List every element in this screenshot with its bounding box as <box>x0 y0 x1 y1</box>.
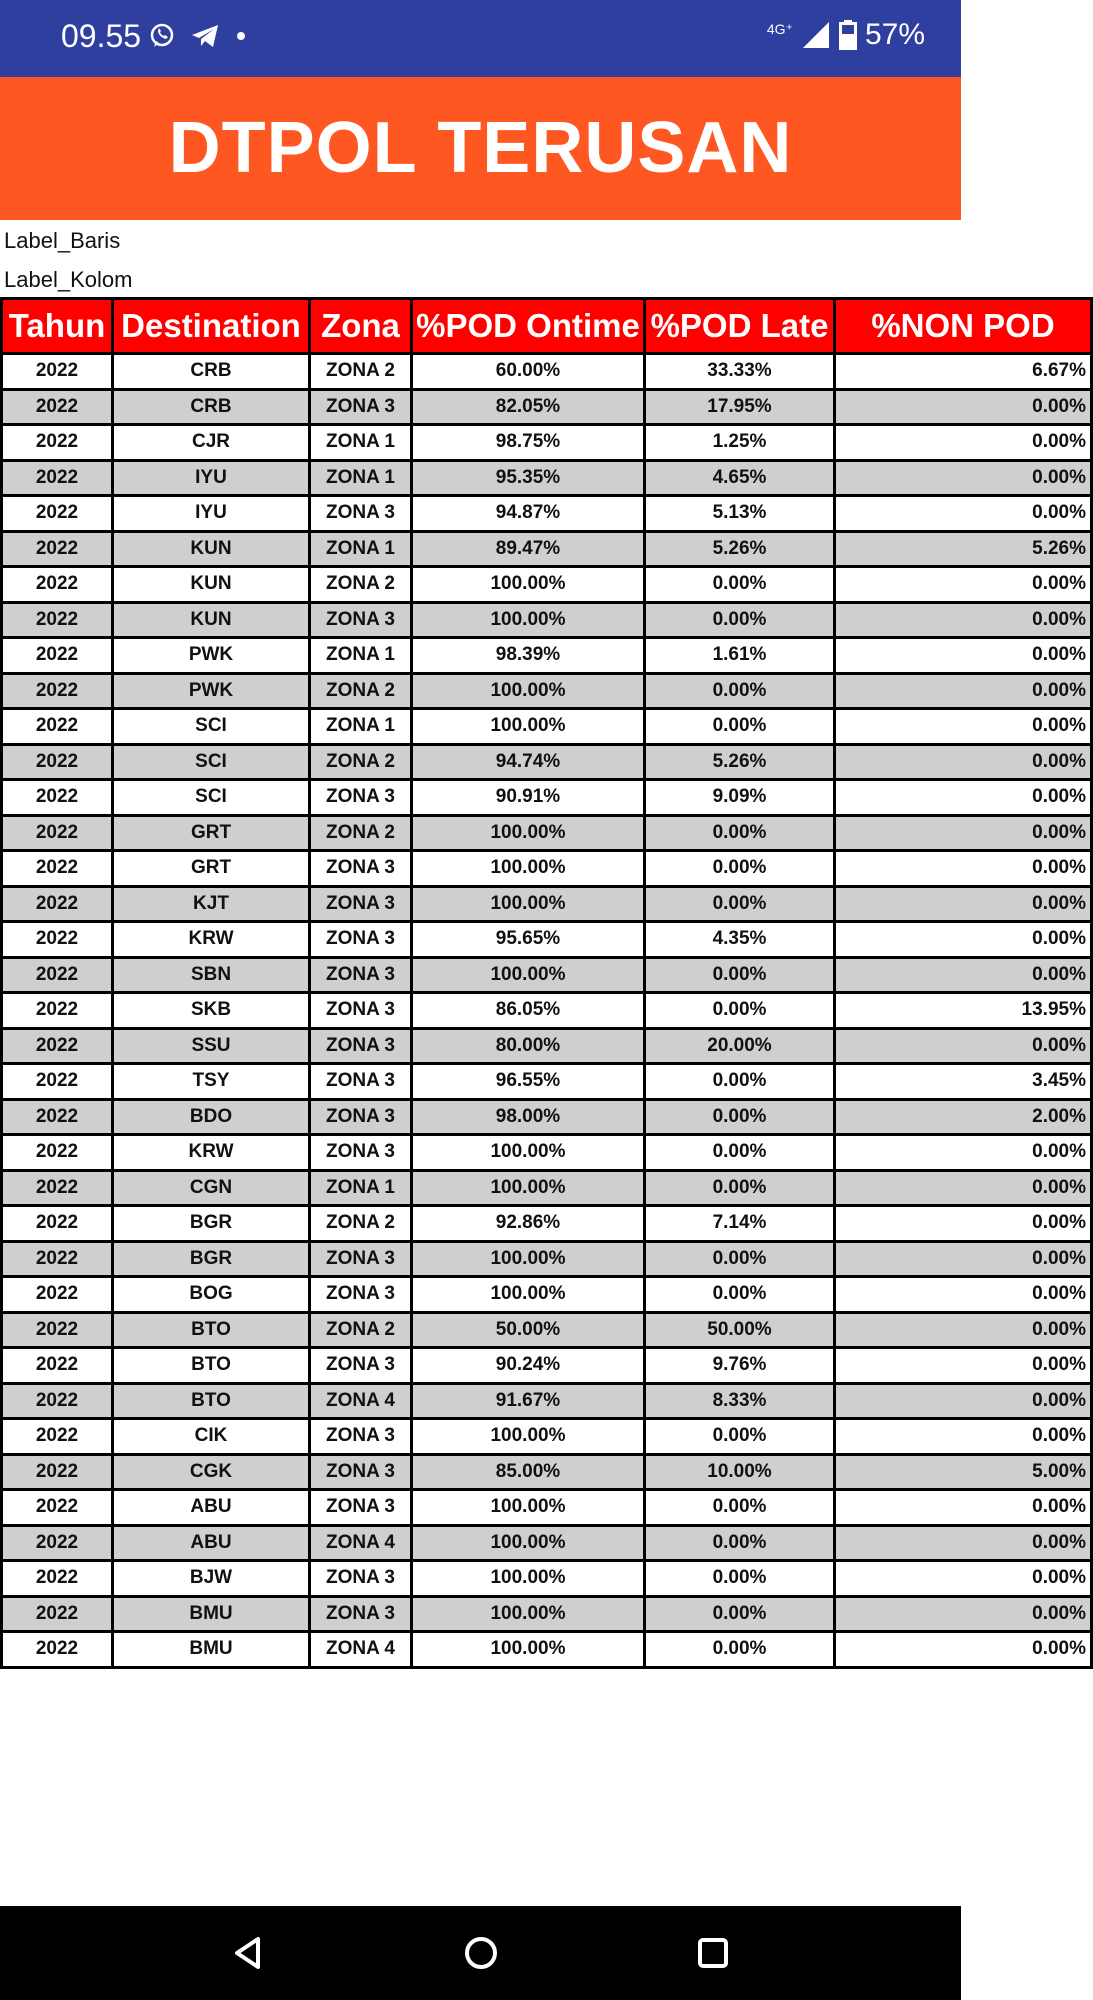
table-cell: SBN <box>113 957 310 993</box>
table-row <box>2 1383 1092 1419</box>
table-row <box>2 567 1092 603</box>
table-cell: ZONA 3 <box>310 886 412 922</box>
table-row <box>2 638 1092 674</box>
table-cell: 0.00% <box>835 780 1092 816</box>
table-cell: 5.26% <box>645 531 835 567</box>
table-cell: 0.00% <box>645 1632 835 1668</box>
battery-percent: 57% <box>864 18 925 51</box>
table-row <box>2 993 1092 1029</box>
table-cell: ZONA 3 <box>310 957 412 993</box>
table-cell: 5.26% <box>835 531 1092 567</box>
table-cell: 100.00% <box>412 709 645 745</box>
table-row <box>2 851 1092 887</box>
table-row <box>2 1632 1092 1668</box>
table-cell: 5.00% <box>835 1454 1092 1490</box>
table-row <box>2 1241 1092 1277</box>
table-cell: 100.00% <box>412 602 645 638</box>
table-row <box>2 1419 1092 1455</box>
table-cell: 2022 <box>2 1241 113 1277</box>
table-cell: 0.00% <box>645 1099 835 1135</box>
table-cell: 0.00% <box>835 1419 1092 1455</box>
table-row <box>2 389 1092 425</box>
table-cell: 20.00% <box>645 1028 835 1064</box>
table-cell: 9.09% <box>645 780 835 816</box>
table-cell: 2022 <box>2 886 113 922</box>
table-cell: 0.00% <box>835 1206 1092 1242</box>
table-cell: ZONA 3 <box>310 389 412 425</box>
column-header: Destination <box>113 299 310 354</box>
table-row <box>2 496 1092 532</box>
table-cell: 2022 <box>2 1525 113 1561</box>
table-cell: 86.05% <box>412 993 645 1029</box>
table-cell: 100.00% <box>412 673 645 709</box>
table-cell: ZONA 3 <box>310 1135 412 1171</box>
table-row <box>2 922 1092 958</box>
table-cell: KRW <box>113 922 310 958</box>
table-cell: 0.00% <box>835 851 1092 887</box>
column-header: %POD Ontime <box>412 299 645 354</box>
table-cell: ZONA 4 <box>310 1525 412 1561</box>
table-cell: SKB <box>113 993 310 1029</box>
table-cell: ZONA 3 <box>310 1454 412 1490</box>
table-cell: ZONA 4 <box>310 1632 412 1668</box>
table-cell: ZONA 3 <box>310 1348 412 1384</box>
column-header: Zona <box>310 299 412 354</box>
table-cell: 100.00% <box>412 1277 645 1313</box>
table-cell: BTO <box>113 1348 310 1384</box>
table-cell: 2022 <box>2 354 113 390</box>
table-cell: 0.00% <box>835 1348 1092 1384</box>
table-cell: 95.35% <box>412 460 645 496</box>
table-cell: ZONA 2 <box>310 567 412 603</box>
table-cell: SSU <box>113 1028 310 1064</box>
table-cell: 8.33% <box>645 1383 835 1419</box>
column-header: Tahun <box>2 299 113 354</box>
table-cell: 2022 <box>2 389 113 425</box>
label-kolom: Label_Kolom <box>4 267 133 292</box>
table-row <box>2 354 1092 390</box>
table-cell: 100.00% <box>412 1135 645 1171</box>
table-cell: 100.00% <box>412 851 645 887</box>
table-cell: 50.00% <box>412 1312 645 1348</box>
table-cell: 5.13% <box>645 496 835 532</box>
app-bar <box>0 77 961 220</box>
table-header-row <box>2 299 1092 354</box>
table-cell: 100.00% <box>412 1561 645 1597</box>
table-cell: 89.47% <box>412 531 645 567</box>
table-cell: 2022 <box>2 1099 113 1135</box>
table-cell: 98.39% <box>412 638 645 674</box>
table-cell: 100.00% <box>412 567 645 603</box>
table-cell: 100.00% <box>412 1419 645 1455</box>
table-cell: CGN <box>113 1170 310 1206</box>
table-cell: PWK <box>113 638 310 674</box>
table-cell: KUN <box>113 567 310 603</box>
table-cell: BJW <box>113 1561 310 1597</box>
table-cell: ZONA 2 <box>310 1206 412 1242</box>
table-cell: 2022 <box>2 1596 113 1632</box>
table-cell: ZONA 3 <box>310 1028 412 1064</box>
table-cell: KUN <box>113 531 310 567</box>
table-cell: ZONA 2 <box>310 744 412 780</box>
table-cell: 100.00% <box>412 1170 645 1206</box>
column-header: %POD Late <box>645 299 835 354</box>
table-cell: BTO <box>113 1383 310 1419</box>
table-cell: 0.00% <box>835 1490 1092 1526</box>
table-cell: SCI <box>113 744 310 780</box>
table-cell: 0.00% <box>645 993 835 1029</box>
table-cell: 2022 <box>2 1170 113 1206</box>
table-cell: 0.00% <box>835 957 1092 993</box>
table-cell: ZONA 1 <box>310 638 412 674</box>
table-cell: SCI <box>113 780 310 816</box>
table-row <box>2 1206 1092 1242</box>
data-table-scroll[interactable] <box>0 297 1086 1757</box>
status-time: 09.55 <box>61 18 142 54</box>
table-cell: 0.00% <box>835 1170 1092 1206</box>
table-row <box>2 815 1092 851</box>
table-row <box>2 1277 1092 1313</box>
table-cell: 2022 <box>2 531 113 567</box>
table-cell: 2022 <box>2 1383 113 1419</box>
table-cell: 0.00% <box>645 957 835 993</box>
table-row <box>2 1312 1092 1348</box>
table-cell: 10.00% <box>645 1454 835 1490</box>
network-type: 4G⁺ <box>766 21 793 37</box>
table-cell: 0.00% <box>835 1561 1092 1597</box>
table-cell: 0.00% <box>645 1525 835 1561</box>
table-cell: 2022 <box>2 709 113 745</box>
table-cell: ZONA 3 <box>310 1561 412 1597</box>
table-cell: 0.00% <box>645 673 835 709</box>
notification-dot-icon <box>234 29 248 43</box>
table-cell: 0.00% <box>645 1241 835 1277</box>
table-cell: 0.00% <box>835 638 1092 674</box>
table-cell: 0.00% <box>835 567 1092 603</box>
table-cell: 2022 <box>2 1419 113 1455</box>
table-cell: 0.00% <box>835 922 1092 958</box>
table-cell: 0.00% <box>835 1028 1092 1064</box>
table-cell: 17.95% <box>645 389 835 425</box>
data-table <box>0 297 1093 1669</box>
table-cell: 0.00% <box>645 1596 835 1632</box>
table-cell: 91.67% <box>412 1383 645 1419</box>
table-cell: IYU <box>113 460 310 496</box>
table-cell: 13.95% <box>835 993 1092 1029</box>
table-row <box>2 1454 1092 1490</box>
table-cell: 6.67% <box>835 354 1092 390</box>
table-row <box>2 744 1092 780</box>
table-cell: 2022 <box>2 602 113 638</box>
table-cell: 0.00% <box>835 1632 1092 1668</box>
table-cell: 0.00% <box>645 709 835 745</box>
table-cell: 7.14% <box>645 1206 835 1242</box>
table-cell: 5.26% <box>645 744 835 780</box>
column-header: %NON POD <box>835 299 1092 354</box>
table-cell: 2022 <box>2 1454 113 1490</box>
table-cell: ZONA 2 <box>310 354 412 390</box>
table-cell: ZONA 1 <box>310 460 412 496</box>
table-cell: 0.00% <box>835 1277 1092 1313</box>
table-cell: 100.00% <box>412 1632 645 1668</box>
table-cell: 2022 <box>2 496 113 532</box>
table-cell: 0.00% <box>645 1135 835 1171</box>
table-cell: 92.86% <box>412 1206 645 1242</box>
table-cell: CRB <box>113 354 310 390</box>
table-cell: 2022 <box>2 1632 113 1668</box>
table-cell: 0.00% <box>835 460 1092 496</box>
table-cell: 85.00% <box>412 1454 645 1490</box>
table-cell: 2022 <box>2 1277 113 1313</box>
table-cell: 3.45% <box>835 1064 1092 1100</box>
table-cell: CIK <box>113 1419 310 1455</box>
table-cell: 2022 <box>2 1490 113 1526</box>
table-cell: 0.00% <box>645 851 835 887</box>
table-row <box>2 957 1092 993</box>
table-cell: ZONA 3 <box>310 922 412 958</box>
table-cell: BDO <box>113 1099 310 1135</box>
table-cell: 0.00% <box>835 744 1092 780</box>
signal-icon <box>801 20 831 50</box>
table-cell: 98.75% <box>412 425 645 461</box>
label-baris: Label_Baris <box>4 228 121 253</box>
table-cell: 1.61% <box>645 638 835 674</box>
table-cell: 2022 <box>2 1348 113 1384</box>
table-cell: ZONA 2 <box>310 673 412 709</box>
table-cell: ZONA 4 <box>310 1383 412 1419</box>
table-row <box>2 1170 1092 1206</box>
table-cell: CJR <box>113 425 310 461</box>
table-cell: 0.00% <box>835 425 1092 461</box>
table-cell: ZONA 1 <box>310 1170 412 1206</box>
table-cell: BTO <box>113 1312 310 1348</box>
table-cell: 2022 <box>2 1064 113 1100</box>
table-cell: 2022 <box>2 957 113 993</box>
table-cell: 0.00% <box>835 1135 1092 1171</box>
table-row <box>2 673 1092 709</box>
table-cell: 0.00% <box>835 1525 1092 1561</box>
table-cell: 100.00% <box>412 1596 645 1632</box>
battery-icon <box>839 20 857 50</box>
table-cell: 0.00% <box>835 389 1092 425</box>
table-cell: CRB <box>113 389 310 425</box>
table-cell: 0.00% <box>835 602 1092 638</box>
table-cell: 0.00% <box>835 1383 1092 1419</box>
table-cell: ABU <box>113 1525 310 1561</box>
table-cell: GRT <box>113 815 310 851</box>
table-cell: BGR <box>113 1241 310 1277</box>
table-cell: 0.00% <box>645 1419 835 1455</box>
table-cell: 0.00% <box>835 1312 1092 1348</box>
table-cell: 33.33% <box>645 354 835 390</box>
table-cell: 2.00% <box>835 1099 1092 1135</box>
table-cell: 4.35% <box>645 922 835 958</box>
table-cell: ZONA 3 <box>310 602 412 638</box>
table-cell: 4.65% <box>645 460 835 496</box>
table-cell: ABU <box>113 1490 310 1526</box>
table-row <box>2 531 1092 567</box>
status-bar <box>0 0 961 77</box>
table-cell: 2022 <box>2 1206 113 1242</box>
table-cell: 1.25% <box>645 425 835 461</box>
table-cell: 9.76% <box>645 1348 835 1384</box>
table-cell: ZONA 2 <box>310 1312 412 1348</box>
table-cell: 100.00% <box>412 886 645 922</box>
table-cell: ZONA 3 <box>310 1419 412 1455</box>
table-cell: ZONA 3 <box>310 1277 412 1313</box>
table-cell: ZONA 3 <box>310 496 412 532</box>
table-row <box>2 460 1092 496</box>
table-cell: ZONA 3 <box>310 1596 412 1632</box>
table-row <box>2 780 1092 816</box>
table-cell: 90.91% <box>412 780 645 816</box>
table-cell: 80.00% <box>412 1028 645 1064</box>
table-cell: 82.05% <box>412 389 645 425</box>
table-cell: ZONA 3 <box>310 1099 412 1135</box>
table-cell: 90.24% <box>412 1348 645 1384</box>
table-cell: SCI <box>113 709 310 745</box>
table-cell: KRW <box>113 1135 310 1171</box>
table-cell: ZONA 3 <box>310 1490 412 1526</box>
page-title: DTPOL TERUSAN <box>168 108 793 188</box>
home-icon[interactable] <box>456 1928 506 1978</box>
table-row <box>2 425 1092 461</box>
table-cell: 100.00% <box>412 1241 645 1277</box>
table-cell: BOG <box>113 1277 310 1313</box>
table-cell: 60.00% <box>412 354 645 390</box>
table-cell: GRT <box>113 851 310 887</box>
table-row <box>2 1490 1092 1526</box>
table-cell: ZONA 3 <box>310 851 412 887</box>
table-row <box>2 1099 1092 1135</box>
table-cell: ZONA 2 <box>310 815 412 851</box>
table-cell: ZONA 3 <box>310 1064 412 1100</box>
table-cell: 0.00% <box>835 815 1092 851</box>
table-cell: 0.00% <box>645 567 835 603</box>
table-cell: TSY <box>113 1064 310 1100</box>
table-cell: ZONA 1 <box>310 709 412 745</box>
table-cell: 50.00% <box>645 1312 835 1348</box>
table-cell: PWK <box>113 673 310 709</box>
table-cell: 2022 <box>2 1028 113 1064</box>
table-row <box>2 709 1092 745</box>
table-cell: BMU <box>113 1632 310 1668</box>
table-cell: ZONA 3 <box>310 780 412 816</box>
table-cell: 2022 <box>2 815 113 851</box>
table-cell: 2022 <box>2 425 113 461</box>
table-cell: 0.00% <box>835 1241 1092 1277</box>
table-cell: 0.00% <box>645 1490 835 1526</box>
table-row <box>2 1028 1092 1064</box>
table-cell: 0.00% <box>645 1170 835 1206</box>
table-cell: 100.00% <box>412 815 645 851</box>
table-cell: ZONA 1 <box>310 531 412 567</box>
table-cell: 96.55% <box>412 1064 645 1100</box>
table-cell: 100.00% <box>412 1525 645 1561</box>
table-cell: 94.87% <box>412 496 645 532</box>
table-cell: ZONA 1 <box>310 425 412 461</box>
table-row <box>2 1064 1092 1100</box>
table-cell: 2022 <box>2 922 113 958</box>
table-cell: IYU <box>113 496 310 532</box>
table-cell: 2022 <box>2 567 113 603</box>
table-cell: 98.00% <box>412 1099 645 1135</box>
table-cell: 2022 <box>2 460 113 496</box>
table-cell: 0.00% <box>835 1596 1092 1632</box>
table-cell: KJT <box>113 886 310 922</box>
table-cell: 2022 <box>2 1135 113 1171</box>
table-cell: 0.00% <box>645 815 835 851</box>
back-icon[interactable] <box>224 1928 274 1978</box>
table-row <box>2 1135 1092 1171</box>
telegram-icon <box>190 22 220 50</box>
table-cell: 2022 <box>2 993 113 1029</box>
table-cell: 0.00% <box>835 709 1092 745</box>
table-cell: 2022 <box>2 673 113 709</box>
table-cell: 2022 <box>2 744 113 780</box>
table-cell: 0.00% <box>645 1277 835 1313</box>
table-cell: ZONA 3 <box>310 993 412 1029</box>
table-cell: 100.00% <box>412 1490 645 1526</box>
table-cell: 0.00% <box>835 673 1092 709</box>
table-cell: 2022 <box>2 851 113 887</box>
table-cell: BMU <box>113 1596 310 1632</box>
table-row <box>2 1348 1092 1384</box>
table-cell: 0.00% <box>645 1064 835 1100</box>
table-cell: 0.00% <box>835 886 1092 922</box>
table-cell: 100.00% <box>412 957 645 993</box>
table-row <box>2 1561 1092 1597</box>
navigation-bar <box>0 1906 961 2000</box>
recents-icon[interactable] <box>688 1928 738 1978</box>
table-cell: 0.00% <box>645 886 835 922</box>
table-row <box>2 1525 1092 1561</box>
table-cell: 2022 <box>2 1561 113 1597</box>
table-row <box>2 886 1092 922</box>
table-cell: BGR <box>113 1206 310 1242</box>
table-row <box>2 1596 1092 1632</box>
table-cell: 2022 <box>2 638 113 674</box>
table-cell: 2022 <box>2 1312 113 1348</box>
table-cell: KUN <box>113 602 310 638</box>
table-cell: 0.00% <box>835 496 1092 532</box>
table-cell: CGK <box>113 1454 310 1490</box>
table-cell: 95.65% <box>412 922 645 958</box>
table-cell: ZONA 3 <box>310 1241 412 1277</box>
table-cell: 2022 <box>2 780 113 816</box>
table-cell: 0.00% <box>645 602 835 638</box>
table-cell: 0.00% <box>645 1561 835 1597</box>
table-cell: 94.74% <box>412 744 645 780</box>
table-row <box>2 602 1092 638</box>
whatsapp-icon <box>148 22 176 50</box>
